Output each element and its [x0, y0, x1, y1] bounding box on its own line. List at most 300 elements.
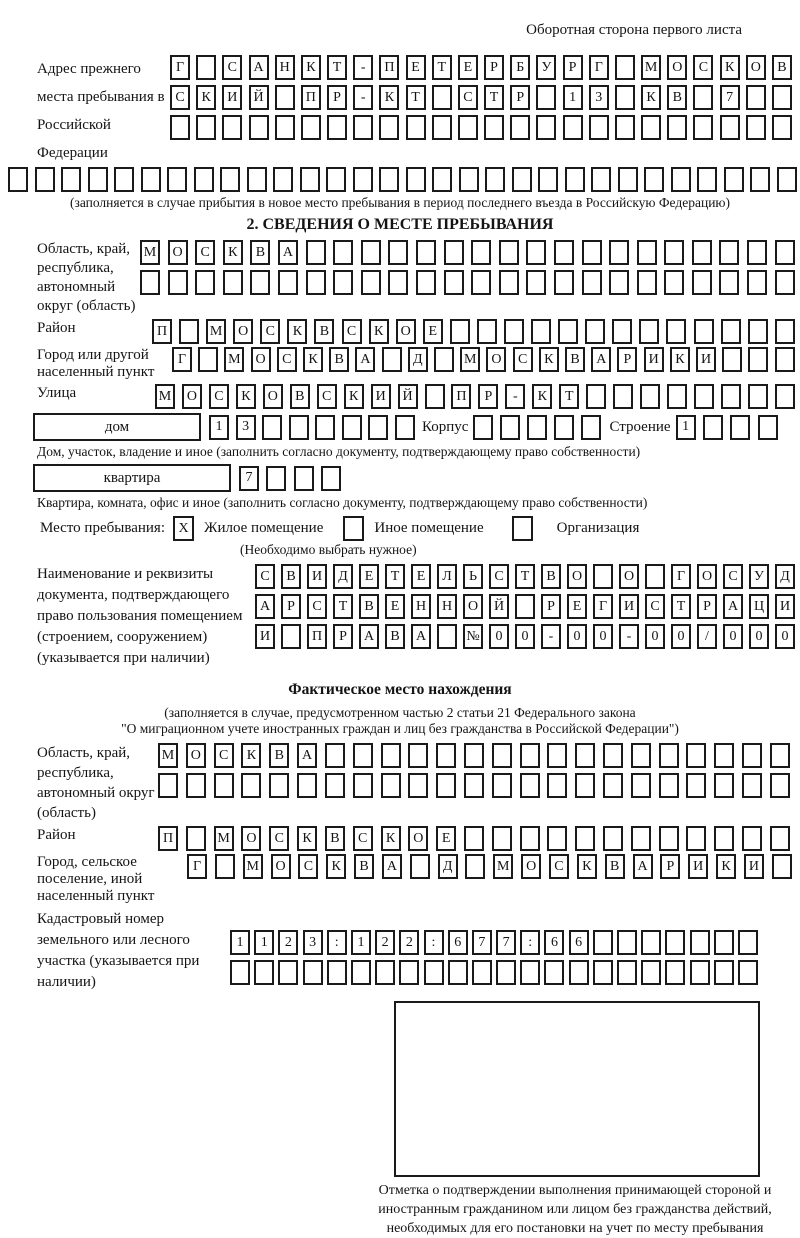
char-cell — [325, 773, 345, 798]
char-cell — [432, 167, 452, 192]
char-cell — [575, 826, 595, 851]
char-cell: А — [249, 55, 269, 80]
char-cell: В — [354, 854, 374, 879]
header-note: Оборотная сторона первого листа — [526, 22, 742, 38]
char-cell — [444, 270, 464, 295]
char-cell: С — [298, 854, 318, 879]
char-cell: М — [224, 347, 244, 372]
char-cell: - — [505, 384, 525, 409]
stay-option-inoe-label: Иное помещение — [374, 520, 484, 536]
char-cell — [615, 55, 635, 80]
char-cell: / — [697, 624, 717, 649]
char-cell — [375, 960, 395, 985]
char-cell — [721, 319, 741, 344]
char-cell — [158, 773, 178, 798]
char-cell: О — [271, 854, 291, 879]
char-cell: М — [140, 240, 160, 265]
char-cell — [637, 270, 657, 295]
char-cell: Т — [484, 85, 504, 110]
char-cell — [512, 167, 532, 192]
char-cell: П — [158, 826, 178, 851]
prev-address-row-4 — [8, 167, 797, 192]
char-cell: Г — [170, 55, 190, 80]
char-cell — [275, 115, 295, 140]
char-cell — [569, 960, 589, 985]
char-cell — [554, 240, 574, 265]
stay-option-inoe-checkbox — [343, 516, 364, 541]
char-cell — [410, 854, 430, 879]
document-row-3 — [255, 624, 795, 649]
char-cell: М — [206, 319, 226, 344]
char-cell — [186, 773, 206, 798]
document-row-2 — [255, 594, 795, 619]
char-cell — [167, 167, 187, 192]
char-cell: Р — [510, 85, 530, 110]
cadastral-row-1 — [230, 930, 758, 955]
char-cell: С — [195, 240, 215, 265]
region-row-2 — [140, 270, 795, 295]
confirmation-caption: Отметка о подтверждении выполнения принимающей стороной и иностранным гражданином или лицом без гражданства действий, необходимых для его постановки на учет по месту пребывания — [378, 1183, 772, 1236]
char-cell: Н — [411, 594, 431, 619]
char-cell — [388, 270, 408, 295]
char-cell: 0 — [723, 624, 743, 649]
char-cell — [617, 930, 637, 955]
char-cell: Г — [593, 594, 613, 619]
char-cell — [465, 854, 485, 879]
char-cell: Д — [775, 564, 795, 589]
char-cell: С — [353, 826, 373, 851]
char-cell — [168, 270, 188, 295]
char-cell: У — [536, 55, 556, 80]
char-cell — [666, 319, 686, 344]
char-cell: С — [222, 55, 242, 80]
char-cell — [379, 167, 399, 192]
char-cell: 3 — [303, 930, 323, 955]
city-label: Город или другой населенный пункт — [37, 347, 155, 380]
char-cell: О — [168, 240, 188, 265]
char-cell — [388, 240, 408, 265]
char-cell — [631, 826, 651, 851]
char-cell: П — [451, 384, 471, 409]
char-cell — [395, 415, 415, 440]
char-cell — [399, 960, 419, 985]
char-cell: Р — [617, 347, 637, 372]
char-cell: В — [329, 347, 349, 372]
char-cell — [196, 115, 216, 140]
char-cell: С — [723, 564, 743, 589]
char-cell: А — [355, 347, 375, 372]
document-block — [37, 564, 800, 669]
char-cell: К — [670, 347, 690, 372]
char-cell — [275, 85, 295, 110]
char-cell: 0 — [567, 624, 587, 649]
char-cell — [536, 85, 556, 110]
char-cell: Е — [359, 564, 379, 589]
char-cell: С — [342, 319, 362, 344]
char-cell — [692, 270, 712, 295]
char-cell — [471, 240, 491, 265]
char-cell — [714, 826, 734, 851]
char-cell — [593, 960, 613, 985]
char-cell — [527, 415, 547, 440]
char-cell — [222, 115, 242, 140]
apartment-label-box: квартира — [33, 464, 231, 492]
char-cell — [492, 743, 512, 768]
fact-district-row — [158, 826, 790, 851]
char-cell: К — [641, 85, 661, 110]
char-cell: 7 — [720, 85, 740, 110]
char-cell — [321, 466, 341, 491]
region-rows — [140, 240, 795, 295]
actual-location-caption-1: (заполняется в случае, предусмотренном частью 2 статьи 21 Федерального закона — [164, 705, 636, 720]
char-cell: 0 — [775, 624, 795, 649]
char-cell: Р — [281, 594, 301, 619]
char-cell: 2 — [399, 930, 419, 955]
char-cell: : — [424, 930, 444, 955]
char-cell: 1 — [230, 930, 250, 955]
char-cell — [194, 167, 214, 192]
char-cell — [719, 270, 739, 295]
prev-address-caption: (заполняется в случае прибытия в новое место пребывания в период последнего въезда в Российскую Федерацию) — [69, 195, 731, 210]
char-cell — [230, 960, 250, 985]
char-cell — [770, 773, 790, 798]
fact-region-block — [37, 743, 800, 823]
char-cell — [615, 85, 635, 110]
apartment-cells — [239, 466, 341, 491]
char-cell — [665, 960, 685, 985]
char-cell: М — [493, 854, 513, 879]
house-block — [33, 413, 800, 441]
char-cell — [499, 270, 519, 295]
char-cell — [504, 319, 524, 344]
city-row — [172, 347, 795, 372]
char-cell — [215, 854, 235, 879]
char-cell: О — [697, 564, 717, 589]
char-cell — [582, 270, 602, 295]
section2-title: 2. СВЕДЕНИЯ О МЕСТЕ ПРЕБЫВАНИЯ — [246, 216, 554, 233]
char-cell — [641, 115, 661, 140]
char-cell — [353, 743, 373, 768]
char-cell — [586, 384, 606, 409]
char-cell: О — [396, 319, 416, 344]
char-cell — [408, 743, 428, 768]
char-cell — [639, 319, 659, 344]
fact-district-block — [37, 826, 800, 851]
char-cell: К — [297, 826, 317, 851]
char-cell — [220, 167, 240, 192]
char-cell — [719, 240, 739, 265]
char-cell — [436, 743, 456, 768]
char-cell: О — [233, 319, 253, 344]
fact-region-row-2 — [158, 773, 790, 798]
char-cell — [748, 319, 768, 344]
char-cell — [694, 384, 714, 409]
cadastral-block — [37, 909, 800, 993]
char-cell — [603, 743, 623, 768]
char-cell: 0 — [749, 624, 769, 649]
char-cell — [747, 240, 767, 265]
char-cell — [671, 167, 691, 192]
char-cell: С — [549, 854, 569, 879]
char-cell: П — [152, 319, 172, 344]
char-cell: 1 — [209, 415, 229, 440]
char-cell — [613, 384, 633, 409]
char-cell — [464, 826, 484, 851]
char-cell: : — [520, 930, 540, 955]
char-cell — [266, 466, 286, 491]
region-block — [37, 240, 800, 316]
char-cell — [609, 240, 629, 265]
char-cell — [772, 85, 792, 110]
char-cell: О — [408, 826, 428, 851]
char-cell: № — [463, 624, 483, 649]
fact-region-row-1 — [158, 743, 790, 768]
char-cell: О — [667, 55, 687, 80]
char-cell: И — [255, 624, 275, 649]
char-cell — [603, 773, 623, 798]
cadastral-row-2 — [230, 960, 758, 985]
char-cell: Т — [406, 85, 426, 110]
char-cell — [772, 854, 792, 879]
char-cell: 7 — [496, 930, 516, 955]
char-cell: Г — [172, 347, 192, 372]
char-cell: К — [344, 384, 364, 409]
char-cell — [368, 415, 388, 440]
char-cell: С — [307, 594, 327, 619]
char-cell: М — [155, 384, 175, 409]
char-cell — [351, 960, 371, 985]
char-cell: М — [158, 743, 178, 768]
char-cell — [612, 319, 632, 344]
char-cell — [770, 826, 790, 851]
char-cell — [432, 85, 452, 110]
char-cell: Р — [697, 594, 717, 619]
char-cell: 6 — [569, 930, 589, 955]
char-cell — [273, 167, 293, 192]
char-cell: Д — [333, 564, 353, 589]
char-cell — [353, 773, 373, 798]
stay-type-row — [40, 516, 800, 541]
char-cell: К — [196, 85, 216, 110]
document-rows — [255, 564, 795, 649]
char-cell — [714, 930, 734, 955]
fact-region-label: Область, край, республика, автономный округ (область) — [37, 745, 155, 821]
char-cell: К — [539, 347, 559, 372]
char-cell — [327, 115, 347, 140]
char-cell — [278, 270, 298, 295]
char-cell — [714, 960, 734, 985]
char-cell — [692, 240, 712, 265]
char-cell — [581, 415, 601, 440]
char-cell: 1 — [351, 930, 371, 955]
char-cell — [738, 960, 758, 985]
char-cell — [693, 115, 713, 140]
char-cell — [416, 270, 436, 295]
char-cell — [510, 115, 530, 140]
char-cell: О — [746, 55, 766, 80]
char-cell: И — [688, 854, 708, 879]
char-cell — [170, 115, 190, 140]
char-cell: - — [541, 624, 561, 649]
char-cell — [306, 240, 326, 265]
char-cell: К — [326, 854, 346, 879]
house-cells — [209, 415, 415, 440]
char-cell — [693, 85, 713, 110]
char-cell — [686, 743, 706, 768]
char-cell: И — [222, 85, 242, 110]
char-cell: К — [716, 854, 736, 879]
char-cell — [327, 960, 347, 985]
char-cell — [565, 167, 585, 192]
char-cell — [697, 167, 717, 192]
char-cell — [742, 773, 762, 798]
stay-option-zhiloe-label: Жилое помещение — [204, 520, 324, 536]
char-cell — [520, 960, 540, 985]
char-cell — [249, 115, 269, 140]
char-cell — [353, 115, 373, 140]
char-cell — [473, 415, 493, 440]
char-cell — [617, 960, 637, 985]
char-cell: Г — [187, 854, 207, 879]
char-cell: А — [411, 624, 431, 649]
char-cell: М — [214, 826, 234, 851]
char-cell — [775, 270, 795, 295]
char-cell — [436, 773, 456, 798]
char-cell — [141, 167, 161, 192]
char-cell — [464, 773, 484, 798]
char-cell — [563, 115, 583, 140]
char-cell — [406, 115, 426, 140]
char-cell: К — [287, 319, 307, 344]
char-cell — [730, 415, 750, 440]
char-cell — [361, 270, 381, 295]
char-cell: П — [301, 85, 321, 110]
char-cell — [496, 960, 516, 985]
char-cell — [247, 167, 267, 192]
char-cell — [262, 415, 282, 440]
char-cell: С — [645, 594, 665, 619]
char-cell — [585, 319, 605, 344]
prev-address-rows — [170, 55, 792, 145]
char-cell — [326, 167, 346, 192]
char-cell: В — [325, 826, 345, 851]
char-cell: 6 — [448, 930, 468, 955]
char-cell — [140, 270, 160, 295]
document-row-1 — [255, 564, 795, 589]
char-cell: К — [532, 384, 552, 409]
char-cell: Р — [478, 384, 498, 409]
char-cell: 2 — [278, 930, 298, 955]
char-cell — [538, 167, 558, 192]
char-cell: Ь — [463, 564, 483, 589]
char-cell — [196, 55, 216, 80]
char-cell — [536, 115, 556, 140]
prev-address-row-3 — [170, 115, 792, 140]
char-cell — [424, 960, 444, 985]
char-cell — [416, 240, 436, 265]
char-cell: П — [307, 624, 327, 649]
char-cell: А — [591, 347, 611, 372]
char-cell: В — [269, 743, 289, 768]
fact-city-row — [187, 854, 792, 879]
char-cell: К — [241, 743, 261, 768]
char-cell — [720, 115, 740, 140]
char-cell — [353, 167, 373, 192]
char-cell: Т — [327, 55, 347, 80]
char-cell — [575, 743, 595, 768]
char-cell: М — [641, 55, 661, 80]
char-cell — [591, 167, 611, 192]
char-cell: И — [371, 384, 391, 409]
char-cell: А — [297, 743, 317, 768]
char-cell — [547, 743, 567, 768]
fact-city-label: Город, сельское поселение, иной населенный пункт — [37, 854, 155, 904]
char-cell — [195, 270, 215, 295]
char-cell — [303, 960, 323, 985]
char-cell — [645, 564, 665, 589]
char-cell — [667, 384, 687, 409]
char-cell: Е — [567, 594, 587, 619]
confirmation-box — [394, 1001, 760, 1177]
char-cell: К — [236, 384, 256, 409]
char-cell: Е — [406, 55, 426, 80]
char-cell: 1 — [563, 85, 583, 110]
char-cell: А — [382, 854, 402, 879]
char-cell — [637, 240, 657, 265]
char-cell: С — [255, 564, 275, 589]
char-cell: Н — [437, 594, 457, 619]
char-cell: О — [251, 347, 271, 372]
char-cell — [694, 319, 714, 344]
district-label: Район — [37, 320, 76, 336]
char-cell: С — [269, 826, 289, 851]
char-cell: О — [263, 384, 283, 409]
char-cell — [547, 773, 567, 798]
char-cell: Е — [436, 826, 456, 851]
char-cell — [750, 167, 770, 192]
char-cell — [554, 415, 574, 440]
char-cell — [664, 270, 684, 295]
char-cell — [434, 347, 454, 372]
char-cell: Р — [484, 55, 504, 80]
char-cell — [179, 319, 199, 344]
char-cell — [448, 960, 468, 985]
char-cell — [361, 240, 381, 265]
char-cell — [544, 960, 564, 985]
char-cell: Т — [671, 594, 691, 619]
char-cell — [659, 826, 679, 851]
char-cell: О — [182, 384, 202, 409]
char-cell: В — [541, 564, 561, 589]
char-cell: 1 — [676, 415, 696, 440]
char-cell — [198, 347, 218, 372]
char-cell: - — [353, 55, 373, 80]
char-cell: В — [281, 564, 301, 589]
char-cell — [746, 115, 766, 140]
char-cell: К — [577, 854, 597, 879]
char-cell — [746, 85, 766, 110]
district-row — [152, 319, 795, 344]
char-cell: И — [619, 594, 639, 619]
char-cell: Т — [385, 564, 405, 589]
char-cell: М — [243, 854, 263, 879]
prev-address-block — [37, 55, 800, 167]
char-cell — [499, 240, 519, 265]
char-cell — [241, 773, 261, 798]
cadastral-label: Кадастровый номер земельного или лесного участка (указывается при наличии) — [37, 911, 200, 990]
char-cell: - — [619, 624, 639, 649]
char-cell — [531, 319, 551, 344]
